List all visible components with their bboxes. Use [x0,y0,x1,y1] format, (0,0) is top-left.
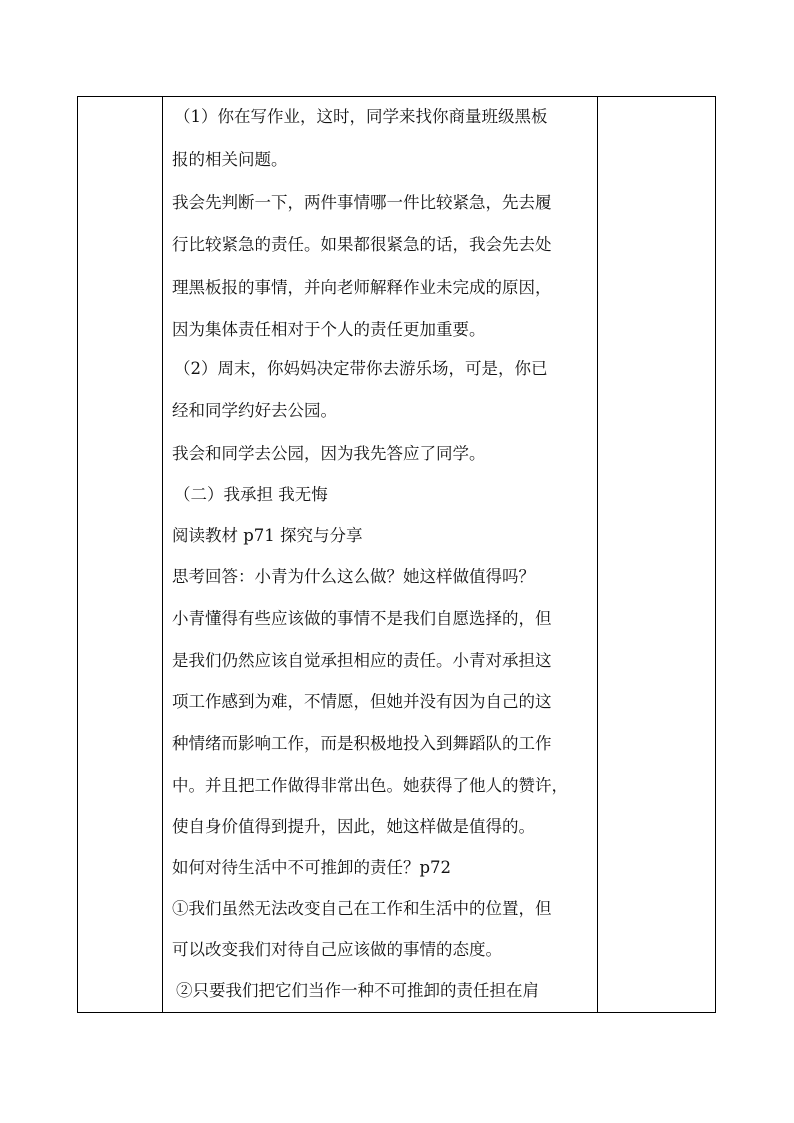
left-column-divider [162,97,163,1012]
text-line-15: 项工作感到为难，不情愿，但她并没有因为自己的这 [172,692,552,711]
text-line-16: 种情绪而影响工作，而是积极地投入到舞蹈队的工作 [172,734,552,753]
text-line-12: 思考回答：小青为什么这么做？她这样做值得吗？ [172,567,535,586]
content-table [77,96,716,1013]
text-line-6: 因为集体责任相对于个人的责任更加重要。 [172,320,486,339]
text-line-1: （1）你在写作业，这时，同学来找你商量班级黑板 [174,107,548,126]
text-line-20: ①我们虽然无法改变自己在工作和生活中的位置，但 [172,899,552,918]
text-line-17: 中。并且把工作做得非常出色。她获得了他人的赞许， [172,776,568,795]
text-line-9: 我会和同学去公园，因为我先答应了同学。 [172,444,486,463]
text-line-10: （二）我承担 我无悔 [174,485,328,504]
table-right-cell [598,97,716,1012]
text-line-14: 是我们仍然应该自觉承担相应的责任。小青对承担这 [172,651,552,670]
text-line-18: 使自身价值得到提升，因此，她这样做是值得的。 [172,817,535,836]
table-left-cell [78,97,162,1012]
text-line-8: 经和同学约好去公园。 [172,401,337,420]
text-line-2: 报的相关问题。 [172,150,288,169]
text-line-3: 我会先判断一下，两件事情哪一件比较紧急，先去履 [172,193,552,212]
text-line-22: ②只要我们把它们当作一种不可推卸的责任担在肩 [176,981,539,1000]
text-line-21: 可以改变我们对待自己应该做的事情的态度。 [172,940,502,959]
text-line-13: 小青懂得有些应该做的事情不是我们自愿选择的，但 [172,609,552,628]
text-line-11: 阅读教材 p71 探究与分享 [172,526,363,545]
text-line-7: （2）周末，你妈妈决定带你去游乐场，可是，你已 [174,359,548,378]
text-line-19: 如何对待生活中不可推卸的责任？p72 [172,858,452,877]
text-line-4: 行比较紧急的责任。如果都很紧急的话，我会先去处 [172,235,552,254]
text-line-5: 理黑板报的事情，并向老师解释作业未完成的原因， [172,278,552,297]
